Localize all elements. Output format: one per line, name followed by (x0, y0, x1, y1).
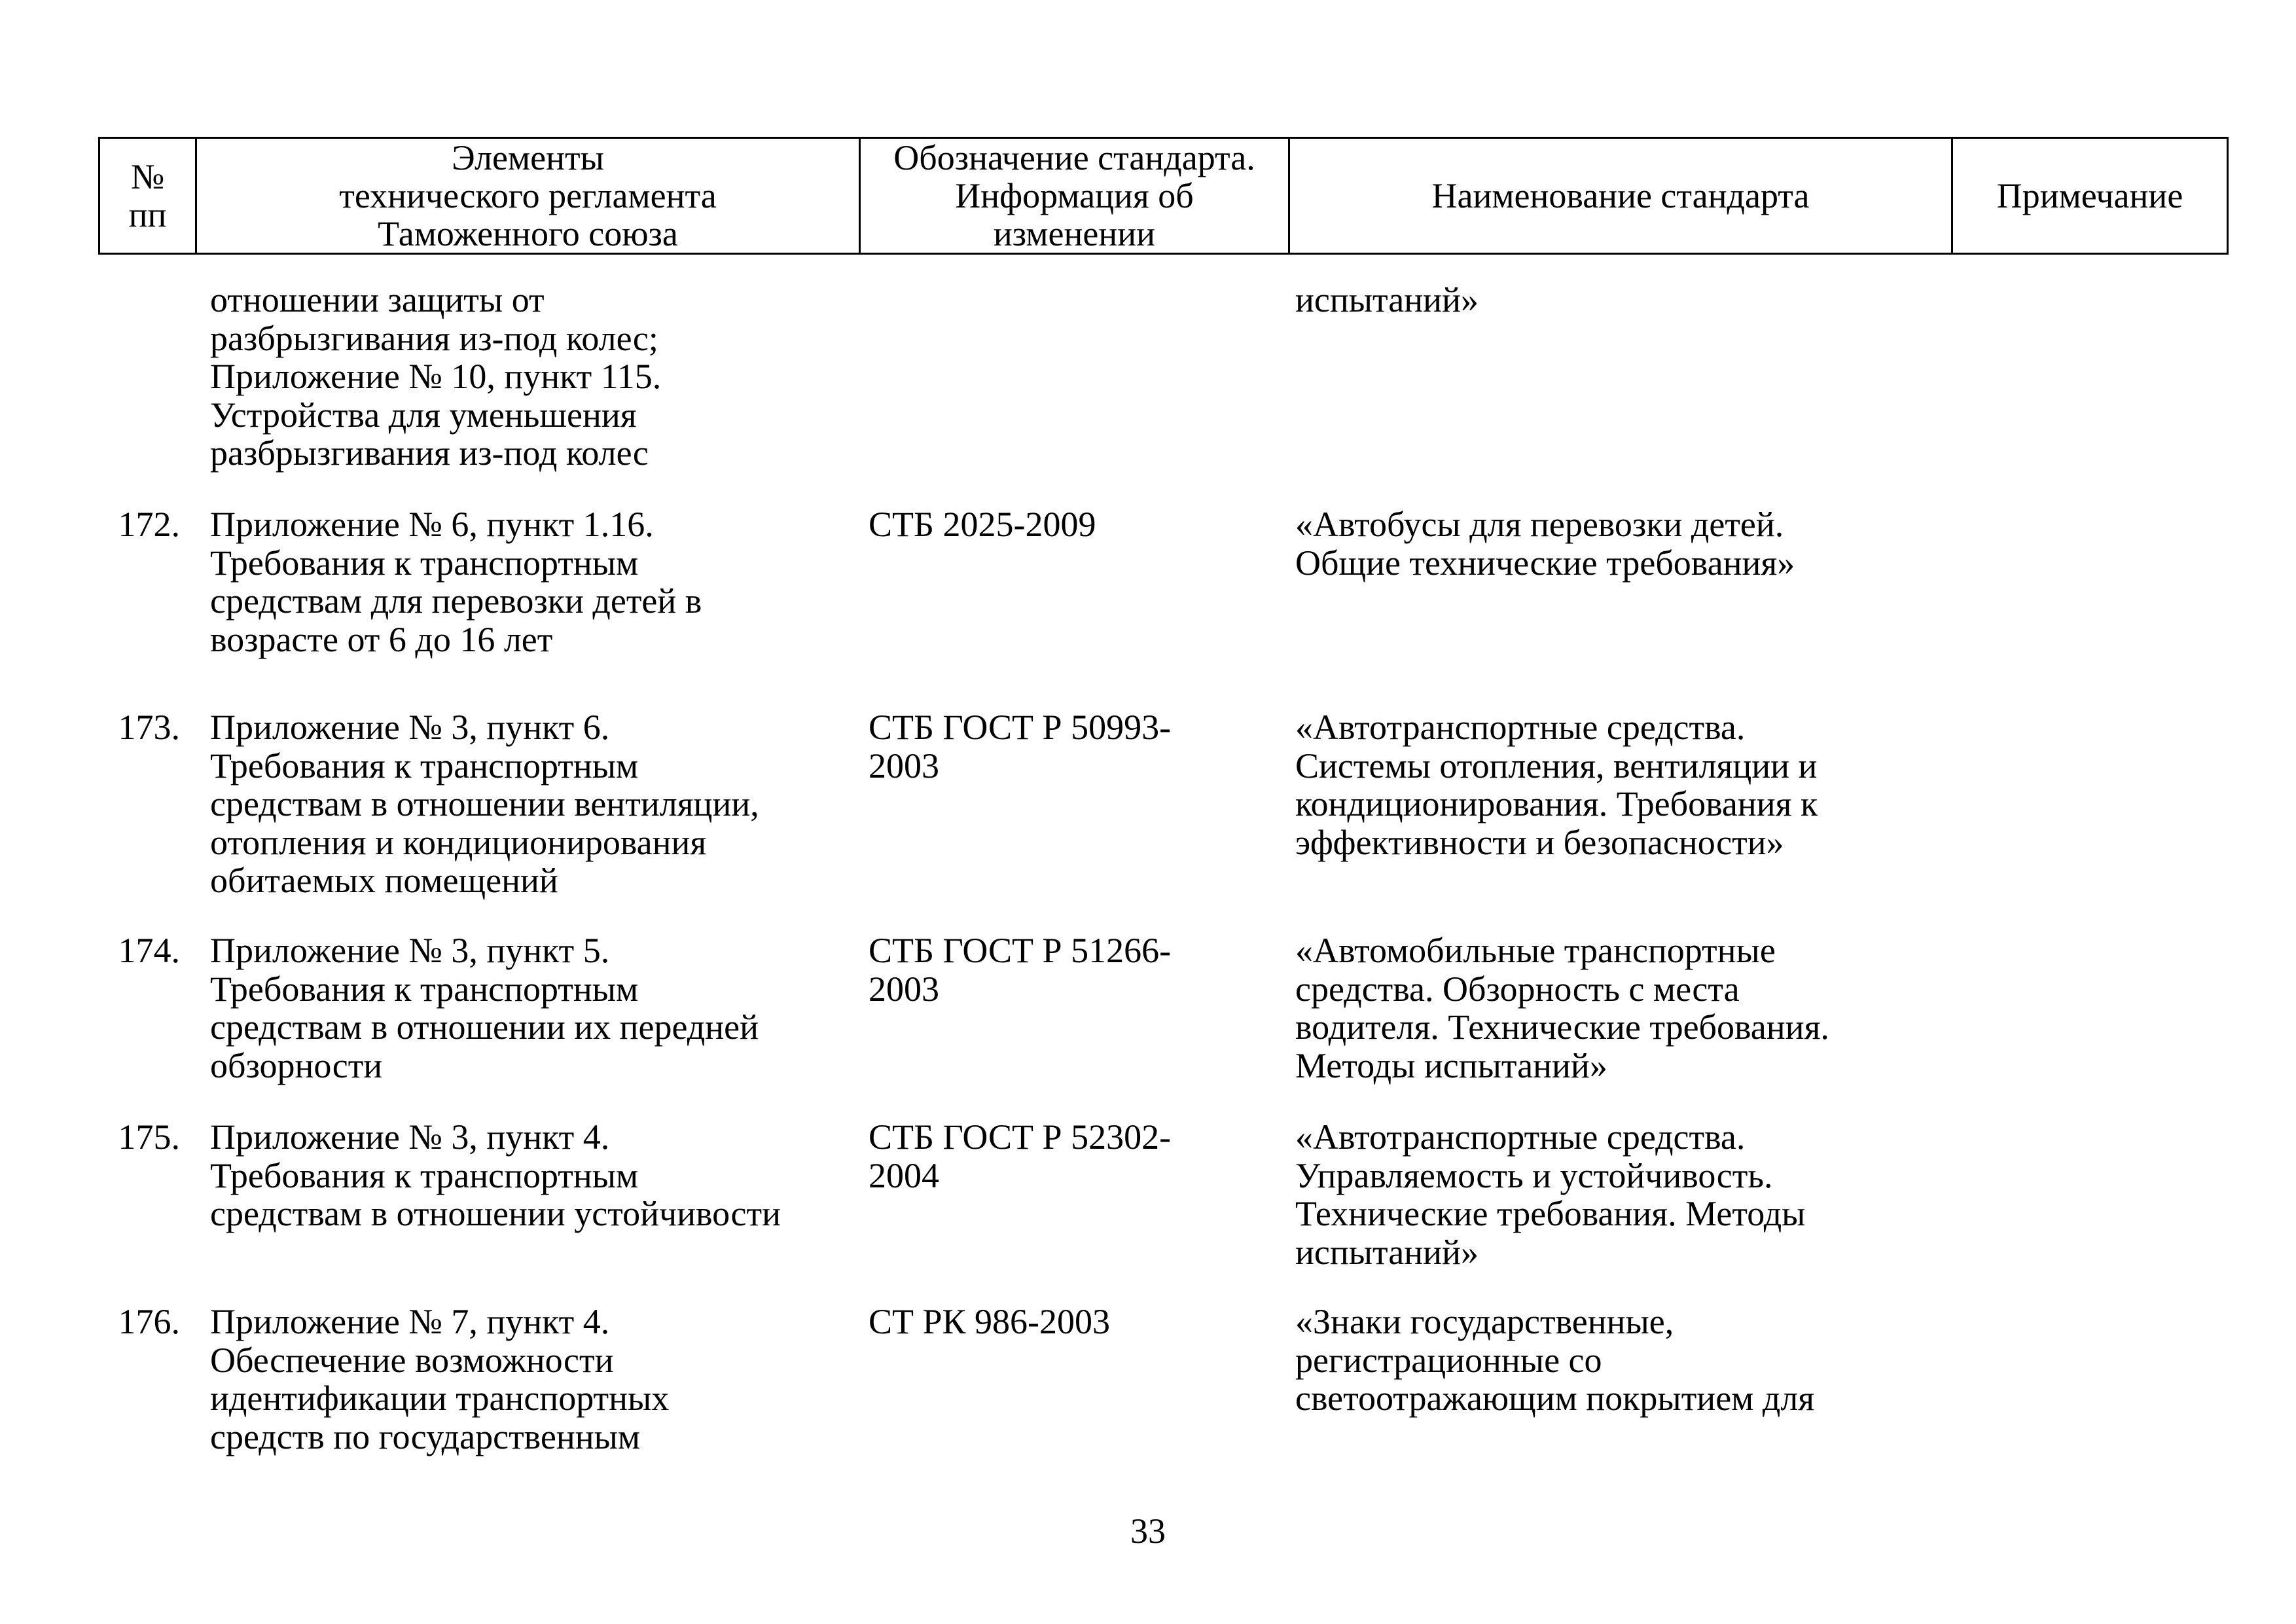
row-number: 172. (118, 505, 180, 544)
row-number: 173. (118, 708, 180, 747)
row-standard-name: испытаний» (1295, 280, 1479, 319)
row-elements: Приложение № 3, пункт 6. Требования к транспортным средствам в отношении вентиляции, отопления и кондиционирования обитаемых помещений (210, 708, 759, 900)
row-standard-name: «Автомобильные транспортные средства. Обзорность с места водителя. Технические требования. Методы испытаний» (1295, 931, 1829, 1085)
row-standard-name: «Автотранспортные средства. Системы отопления, вентиляции и кондиционирования. Требования к эффективности и безопасности» (1295, 708, 1818, 862)
header-number (99, 138, 196, 254)
row-number: 176. (118, 1302, 180, 1341)
row-elements: Приложение № 3, пункт 5. Требования к транспортным средствам в отношении их передней обзорности (210, 931, 759, 1085)
header-row (99, 138, 2228, 254)
row-elements: Приложение № 3, пункт 4. Требования к транспортным средствам в отношении устойчивости (210, 1117, 781, 1233)
row-standard-name: «Автобусы для перевозки детей. Общие технические требования» (1295, 505, 1795, 583)
header-elements-text: Элементы технического регламента Таможенного союза (339, 138, 717, 253)
row-elements: Приложение № 7, пункт 4. Обеспечение возможности идентификации транспортных средств по государственным (210, 1302, 670, 1456)
row-designation: СТБ ГОСТ Р 52302- 2004 (869, 1117, 1172, 1195)
table-header (98, 137, 2229, 255)
row-number: 175. (118, 1117, 180, 1157)
header-designation (860, 138, 1289, 254)
row-number: 174. (118, 931, 180, 970)
row-elements: Приложение № 6, пункт 1.16. Требования к транспортным средствам для перевозки детей в возрасте от 6 до 16 лет (210, 505, 702, 659)
row-standard-name: «Знаки государственные, регистрационные со светоотражающим покрытием для (1295, 1302, 1815, 1418)
header-number-text: № пп (128, 157, 167, 234)
header-note (1952, 138, 2228, 254)
row-elements: отношении защиты от разбрызгивания из-под колес; Приложение № 10, пункт 115. Устройства для уменьшения разбрызгивания из-под колес (210, 280, 662, 473)
page-number: 33 (1130, 1511, 1166, 1551)
row-standard-name: «Автотранспортные средства. Управляемость и устойчивость. Технические требования. Методы испытаний» (1295, 1117, 1806, 1272)
row-designation: СТ РК 986-2003 (869, 1302, 1111, 1341)
header-standard-name-text: Наименование стандарта (1431, 176, 1810, 215)
row-designation: СТБ ГОСТ Р 51266- 2003 (869, 931, 1172, 1009)
header-note-text: Примечание (1996, 176, 2183, 215)
header-elements (196, 138, 860, 254)
header-designation-text: Обозначение стандарта. Информация об изменении (893, 138, 1255, 253)
row-designation: СТБ 2025-2009 (869, 505, 1096, 544)
header-standard-name (1289, 138, 1952, 254)
row-designation: СТБ ГОСТ Р 50993- 2003 (869, 708, 1172, 785)
